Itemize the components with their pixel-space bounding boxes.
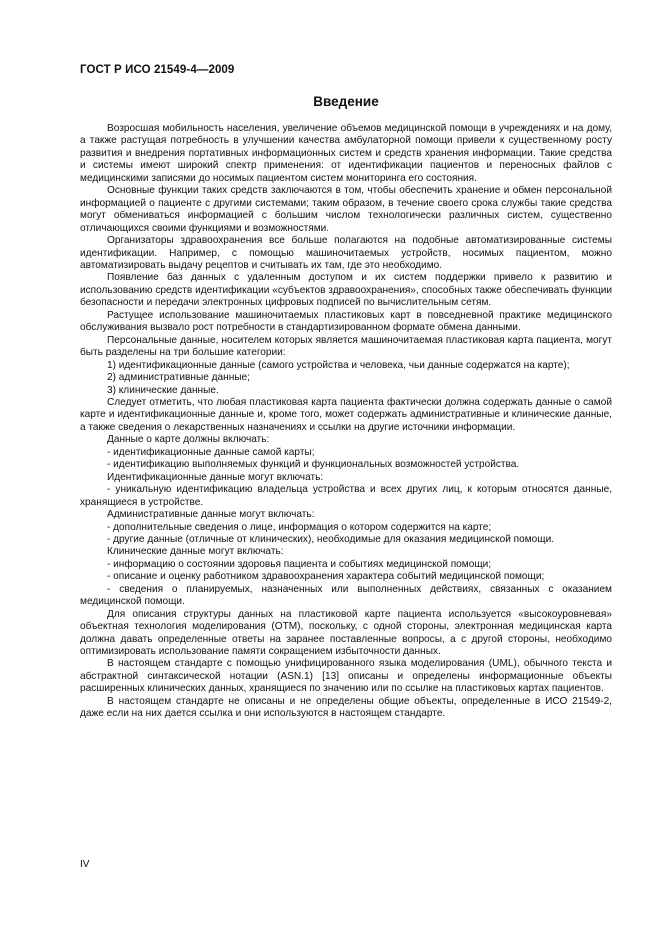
list-item: 3) клинические данные.	[107, 384, 219, 396]
bullet-item: - описание и оценку работником здравоохранения характера событий медицинской помощи;	[107, 571, 545, 583]
bullet-item: - дополнительные сведения о лице, информация о котором содержится на карте;	[107, 521, 492, 533]
paragraph: Клинические данные могут включать:	[107, 546, 284, 558]
list-item: 1) идентификационные данные (самого устройства и человека, чьи данные содержатся на карте);	[107, 359, 570, 371]
paragraph: Растущее использование машиночитаемых пластиковых карт в повседневной практике медицинского обслуживания вызвало рост потребности в стандартизированном формате обмена данными.	[80, 309, 612, 334]
bullet-item: - идентификационные данные самой карты;	[107, 446, 315, 458]
bullet-item: - другие данные (отличные от клинических), необходимые для оказания медицинской помощи.	[107, 533, 555, 545]
paragraph: Данные о карте должны включать:	[107, 434, 270, 446]
document-header: ГОСТ Р ИСО 21549-4—2009	[80, 64, 235, 76]
paragraph: Организаторы здравоохранения все больше полагаются на подобные автоматизированные системы идентификации. Например, с помощью машиночитаемых устройств, носимых пациентом, можно автоматизировать выдачу рецептов и считывать их там, где это необходимо.	[80, 235, 612, 271]
paragraph: Возросшая мобильность населения, увеличение объемов медицинской помощи в учреждениях и на дому, а также растущая потребность в улучшении качества амбулаторной помощи привели к существенному росту развития и внедрения портативных информационных систем и средств хранения информации. Такие средства и системы имеют широкий спектр применения: от идентификации пациентов и переносных файлов с медицинскими записями до носимых пациентом систем мониторинга его состояния.	[80, 123, 612, 184]
paragraph: Идентификационные данные могут включать:	[107, 471, 324, 483]
paragraph: Следует отметить, что любая пластиковая карта пациента фактически должна содержать данные о самой карте и идентификационные данные и, кроме того, может содержать административные и клинические данные, а также сведения о лекарственных назначениях и ссылки на другие источники информации.	[80, 396, 612, 433]
bullet-item: - идентификацию выполняемых функций и функциональных возможностей устройства.	[107, 459, 520, 471]
paragraph: Появление баз данных с удаленным доступом и их систем поддержки привело к развитию и использованию средств идентификации «субъектов здравоохранения», способных также обеспечивать функции безопасности и передачи электронных цифровых подписей по вычислительным сетям.	[80, 272, 612, 309]
section-title: Введение	[313, 94, 379, 109]
list-item: 2) административные данные;	[107, 372, 250, 384]
bullet-item: - уникальную идентификацию владельца устройства и всех других лиц, к которым относятся данные, хранящиеся в устройстве.	[80, 484, 612, 508]
bullet-item: - информацию о состоянии здоровья пациента и событиях медицинской помощи;	[107, 558, 492, 570]
body-text	[80, 123, 612, 721]
bullet-item: - сведения о планируемых, назначенных или выполненных действиях, связанных с оказанием медицинской помощи.	[80, 583, 612, 608]
paragraph: Для описания структуры данных на пластиковой карте пациента используется «высокоуровневая» объектная технология моделирования (ОТМ), поскольку, с одной стороны, электронная медицинская карта должна давать определенные ответы на заранее поставленные вопросы, а с другой стороны, необходимо оптимизировать использование памяти сокращением избыточности данных.	[80, 608, 612, 658]
paragraph: В настоящем стандарте не описаны и не определены общие объекты, определенные в ИСО 21549-2, даже если на них дается ссылка и они используются в настоящем стандарте.	[80, 695, 612, 720]
paragraph: Персональные данные, носителем которых является машиночитаемая пластиковая карта пациента, могут быть разделены на три большие категории:	[80, 334, 612, 359]
paragraph: Административные данные могут включать:	[107, 509, 315, 521]
paragraph: Основные функции таких средств заключаются в том, чтобы обеспечить хранение и обмен персональной информацией о пациенте с другими системами; таким образом, в течение своего срока службы такие средства могут обмениваться информацией с большим числом технологически различных систем, существенно отличающихся своими функциями и возможностями.	[80, 185, 612, 234]
page-number: IV	[80, 859, 90, 870]
paragraph: В настоящем стандарте с помощью унифицированного языка моделирования (UML), обычного текста и абстрактной синтаксической нотации (ASN.1) [13] описаны и определены информационные объекты расширенных клинических данных, хранящиеся по значению или по ссылке на пластиковых картах пациентов.	[80, 658, 612, 695]
